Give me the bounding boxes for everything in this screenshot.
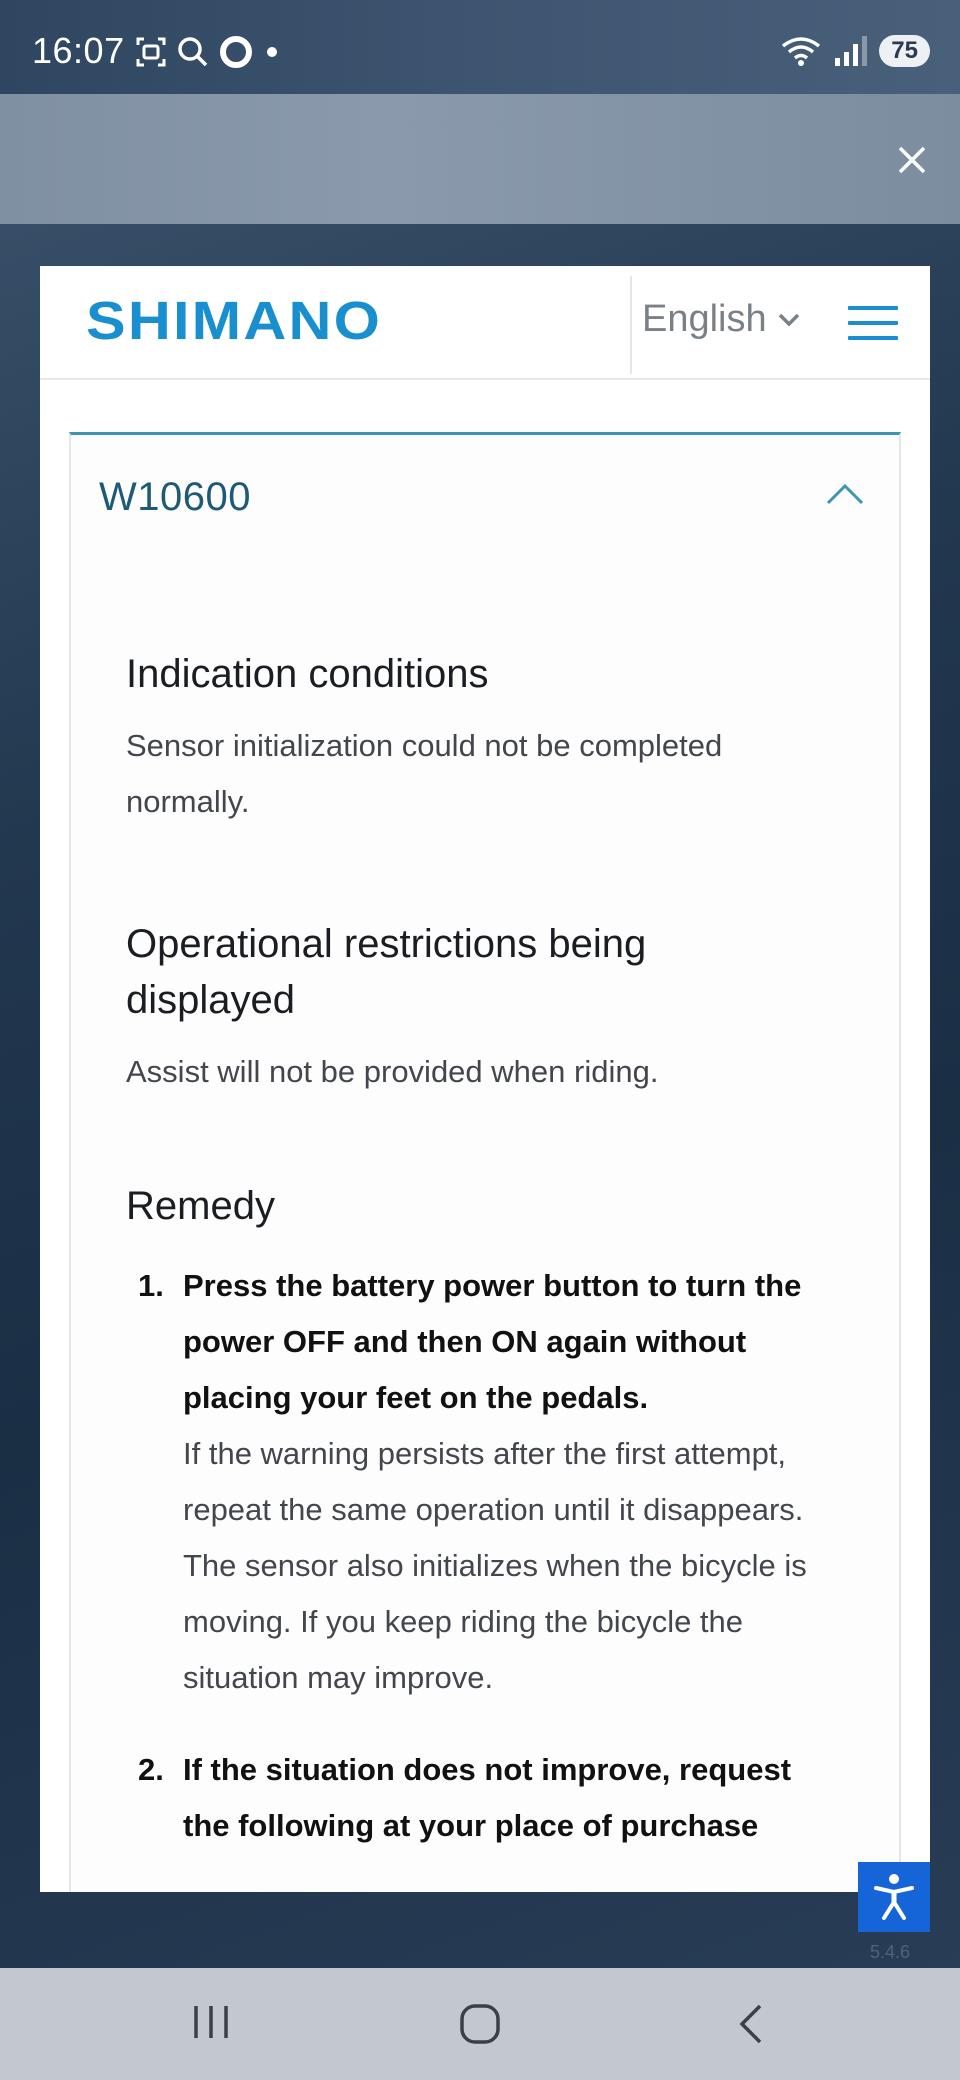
wifi-icon — [779, 34, 823, 68]
error-code-title: W10600 — [99, 475, 251, 519]
accessibility-button[interactable] — [858, 1862, 930, 1932]
list-item — [126, 1258, 816, 1706]
step-instruction: Press the battery power button to turn the power OFF and then ON again without placing your feet on the pedals. — [183, 1268, 802, 1415]
section-title-remedy: Remedy — [126, 1184, 275, 1228]
section-remedy — [126, 1178, 816, 1854]
status-icons-left — [134, 34, 282, 70]
overlay-top-bar — [0, 94, 960, 224]
chevron-up-icon[interactable] — [825, 481, 865, 507]
language-divider — [630, 276, 632, 374]
accordion-content — [126, 646, 816, 1854]
status-icons-right — [779, 34, 930, 68]
step-note: If the warning persists after the first attempt, repeat the same operation until it disappears. — [183, 1436, 804, 1527]
status-bar — [0, 0, 960, 94]
section-title-indication: Indication conditions — [126, 652, 489, 696]
shimano-logo[interactable] — [86, 294, 386, 350]
recent-apps-icon[interactable] — [188, 2002, 234, 2042]
web-page-card — [40, 266, 930, 1892]
language-select[interactable] — [642, 298, 801, 341]
close-icon[interactable] — [890, 138, 934, 182]
home-icon[interactable] — [458, 2002, 502, 2046]
step-instruction: If the situation does not improve, request the following at your place of purchase — [183, 1752, 792, 1843]
step-number: 1. — [138, 1268, 164, 1303]
screenshot-icon — [134, 35, 168, 69]
menu-line — [848, 321, 898, 325]
section-body-operational: Assist will not be provided when riding. — [126, 1054, 659, 1089]
version-label: 5.4.6 — [870, 1942, 911, 1962]
menu-line — [848, 336, 898, 340]
search-icon — [176, 35, 210, 69]
list-item — [126, 1742, 816, 1854]
menu-line — [848, 306, 898, 310]
hamburger-icon[interactable] — [848, 306, 898, 342]
back-icon[interactable] — [732, 2002, 768, 2046]
site-header — [40, 266, 930, 380]
dot-icon — [262, 35, 282, 69]
logo-text: SHIMANO — [86, 294, 382, 350]
system-nav-bar — [0, 1968, 960, 2080]
section-operational — [126, 916, 816, 1100]
chevron-down-icon — [777, 312, 801, 328]
accordion-header[interactable] — [71, 435, 899, 565]
battery-icon: 75 — [879, 35, 930, 67]
step-note: The sensor also initializes when the bicycle is moving. If you keep riding the bicycle the situation may improve. — [183, 1548, 807, 1695]
status-time: 16:07 — [32, 30, 125, 71]
ring-icon — [218, 34, 254, 70]
step-number: 2. — [138, 1752, 164, 1787]
language-label: English — [642, 298, 767, 340]
section-body-indication: Sensor initialization could not be completed normally. — [126, 728, 723, 819]
section-title-operational: Operational restrictions being displayed — [126, 922, 647, 1022]
signal-icon — [833, 34, 869, 68]
section-indication — [126, 646, 816, 830]
remedy-steps — [126, 1258, 816, 1854]
accessibility-icon — [872, 1872, 916, 1922]
